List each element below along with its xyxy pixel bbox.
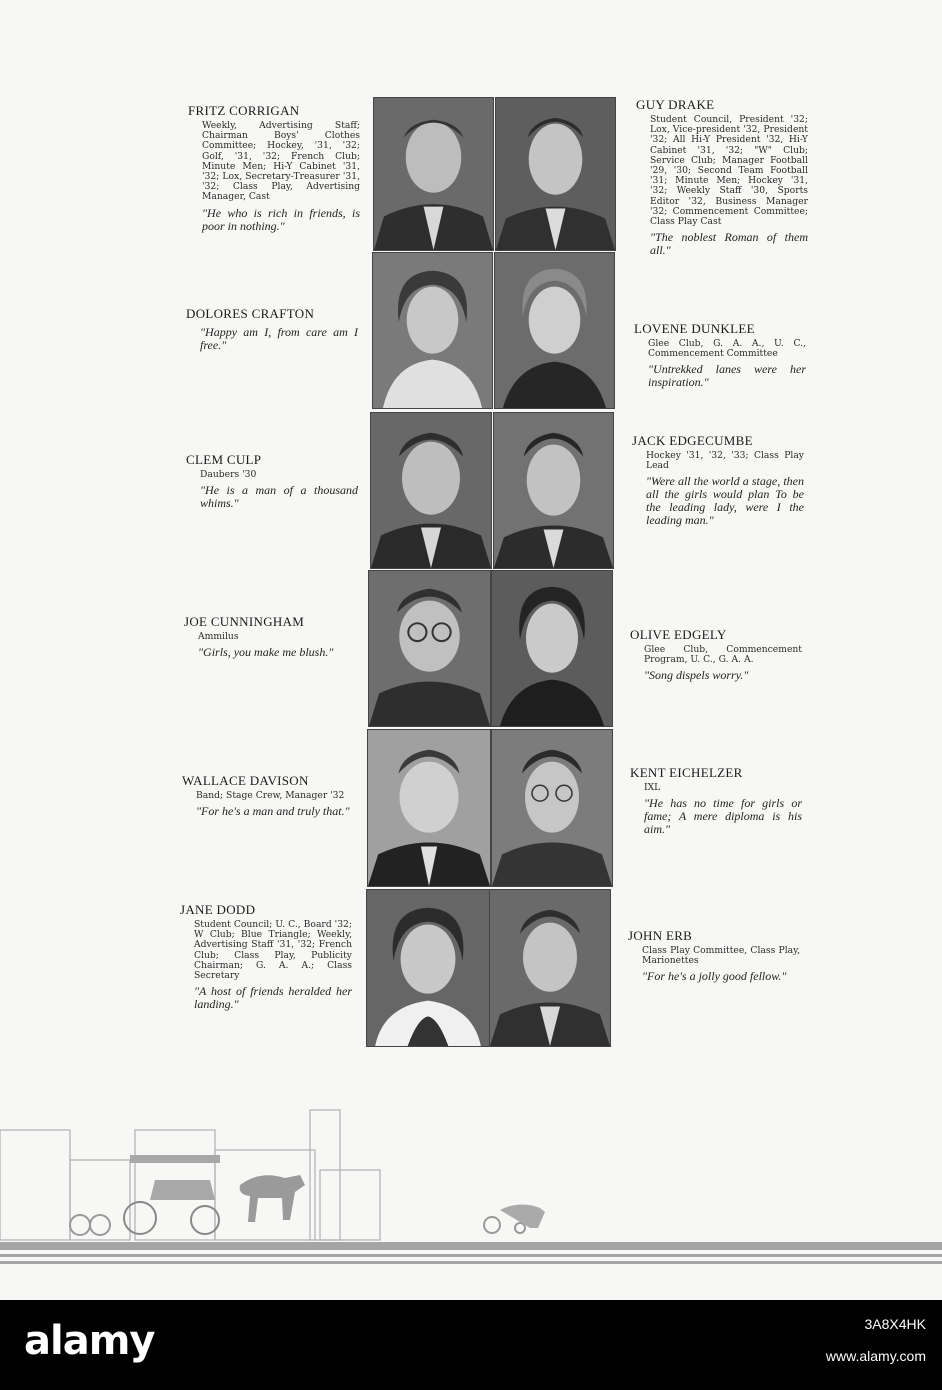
student-entry — [634, 321, 806, 389]
student-name: DOLORES CRAFTON — [186, 306, 315, 321]
student-name: JACK EDGECUMBE — [632, 433, 753, 448]
student-activities: Hockey '31, '32, '33; Class Play Lead — [646, 450, 804, 472]
student-activities: Glee Club, Commencement Program, U. C., G. A. A. — [644, 644, 802, 666]
student-photo — [491, 570, 613, 727]
alamy-logo: alamy — [24, 1318, 155, 1364]
student-activities: IXL — [644, 782, 661, 793]
student-photo — [373, 97, 494, 251]
student-entry — [180, 902, 352, 1011]
student-activities: Ammilus — [198, 631, 239, 642]
student-entry — [186, 306, 358, 352]
student-quote: "The noblest Roman of them all." — [650, 230, 808, 258]
student-activities: Weekly, Advertising Staff; Chairman Boys' Clothes Committee; Hockey, '31, '32; Golf, '31, '32; French Club; Minute Men; Hi-Y Cabinet '31, '32; Lox, Secretary-Treasurer '31, '32; Class Play, Advertising Manager, Cast — [202, 120, 360, 203]
student-activities: Glee Club, G. A. A., U. C., Commencement Committee — [648, 338, 806, 360]
student-quote: "For he's a jolly good fellow." — [642, 969, 787, 984]
student-photo — [494, 252, 615, 409]
student-name: JOE CUNNINGHAM — [184, 614, 305, 629]
student-quote: "He is a man of a thousand whims." — [200, 483, 358, 511]
site-url: www.alamy.com — [825, 1348, 926, 1364]
student-quote: "Happy am I, from care am I free." — [200, 325, 358, 352]
student-activities: Student Council, President '32; Lox, Vice-president '32, President '32; All Hi-Y President '32, Hi-Y Cabinet '31, '32; "W" Club; Service Club; Manager Football '29, '30; Second Team Football '31; Minute Men; Hockey '31, '32; Weekly Staff '30, Sports Editor '32, Business Manager '32; Commencement Committee; Class Play Cast — [650, 114, 808, 228]
student-name: WALLACE DAVISON — [182, 773, 309, 788]
student-entry — [188, 103, 360, 233]
student-entry — [182, 773, 354, 818]
student-photo — [372, 252, 493, 409]
student-photo — [493, 412, 614, 569]
student-activities: Student Council; U. C., Board '32; W Club; Blue Triangle; Weekly, Advertising Staff '31, '32; French Club; Class Play, Publicity Chairman; G. A. A.; Class Secretary — [194, 919, 352, 982]
student-photo — [495, 97, 616, 251]
student-name: FRITZ CORRIGAN — [188, 103, 300, 118]
student-name: JANE DODD — [180, 902, 256, 917]
student-activities: Daubers '30 — [200, 469, 257, 480]
student-name: OLIVE EDGELY — [630, 627, 727, 642]
student-entry — [630, 765, 802, 836]
student-photo — [368, 570, 491, 727]
student-entry — [632, 433, 804, 527]
student-quote: "A host of friends heralded her landing." — [194, 984, 352, 1012]
image-id-label: 3A8X4HK — [864, 1316, 926, 1332]
student-name: LOVENE DUNKLEE — [634, 321, 755, 336]
student-quote: "Were all the world a stage, then all the girls would plan To be the leading lady, were I the leading man." — [646, 474, 804, 528]
student-photo — [366, 889, 490, 1047]
student-photo — [367, 729, 491, 887]
student-activities: Class Play Committee, Class Play, Marionettes — [642, 945, 800, 967]
student-entry — [636, 97, 808, 257]
student-quote: "Song dispels worry." — [644, 668, 749, 683]
student-activities: Band; Stage Crew, Manager '32 — [196, 790, 345, 801]
student-photo — [370, 412, 492, 569]
student-entry — [630, 627, 802, 682]
student-quote: "Girls, you make me blush." — [198, 645, 334, 660]
student-entry — [628, 928, 800, 983]
student-photo — [489, 889, 611, 1047]
student-quote: "For he's a man and truly that." — [196, 804, 350, 819]
student-entry — [184, 614, 356, 659]
student-photo — [491, 729, 613, 887]
street-scene-illustration — [0, 1100, 942, 1280]
student-name: KENT EICHELZER — [630, 765, 743, 780]
student-quote: "Untrekked lanes were her inspiration." — [648, 362, 806, 390]
student-quote: "He has no time for girls or fame; A mere diploma is his aim." — [644, 796, 802, 837]
student-quote: "He who is rich in friends, is poor in nothing." — [202, 205, 360, 233]
student-entry — [186, 452, 358, 510]
student-name: JOHN ERB — [628, 928, 693, 943]
student-name: CLEM CULP — [186, 452, 262, 467]
student-name: GUY DRAKE — [636, 97, 715, 112]
